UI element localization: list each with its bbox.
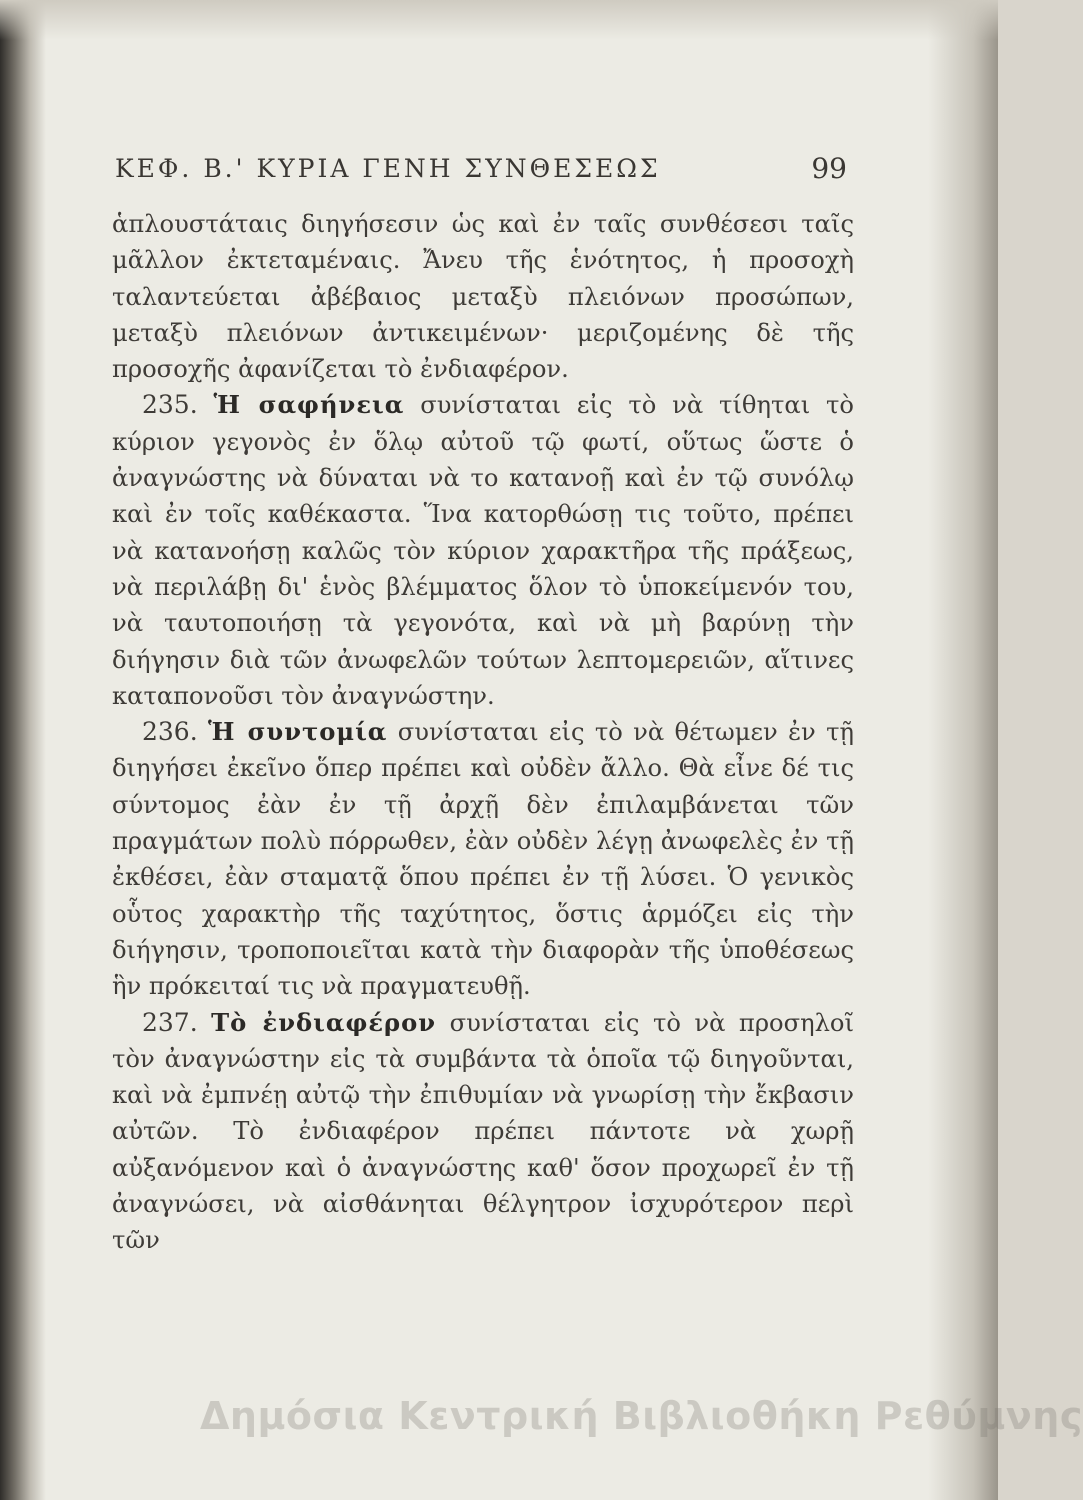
running-head: ΚΕΦ. Β.' ΚΥΡΙΑ ΓΕΝΗ ΣΥΝΘΕΣΕΩΣ	[115, 154, 661, 183]
paragraph-intro	[112, 206, 854, 387]
paragraph-section-237	[112, 1005, 854, 1259]
paragraph-text: ἁπλουστάταις διηγήσεσιν ὡς καὶ ἐν ταῖς συνθέσεσι ταῖς μᾶλλον ἐκτεταμέναις. Ἄνευ τῆς ἑνότητος, ἡ προσοχὴ ταλαντεύεται ἀβέβαιος μεταξὺ πλειόνων προσώπων, μεταξὺ πλειόνων ἀντικειμένων· μεριζομένης δὲ τῆς προσοχῆς ἀφανίζεται τὸ ἐνδιαφέρον.	[112, 210, 854, 384]
library-watermark: Δημόσια Κεντρική Βιβλιοθήκη Ρεθύμνης	[200, 1394, 1083, 1438]
paragraph-section-235	[112, 387, 854, 714]
section-number: 235.	[142, 390, 198, 420]
section-term: Ἡ συντομία	[208, 717, 388, 747]
body-text	[112, 206, 854, 1259]
paragraph-text: συνίσταται εἰς τὸ νὰ τίθηται τὸ κύριον γεγονὸς ἐν ὅλῳ αὐτοῦ τῷ φωτί, οὕτως ὥστε ὁ ἀναγνώστης νὰ δύναται νὰ το κατανοῇ καὶ ἐν τῷ συνόλῳ καὶ ἐν τοῖς καθέκαστα. Ἵνα κατορθώσῃ τις τοῦτο, πρέπει νὰ κατανοήσῃ καλῶς τὸν κύριον χαρακτῆρα τῆς πράξεως, νὰ περιλάβῃ δι' ἑνὸς βλέμματος ὅλον τὸ ὑποκείμενόν του, νὰ ταυτοποιήσῃ τὰ γεγονότα, καὶ νὰ μὴ βαρύνῃ τὴν διήγησιν διὰ τῶν ἀνωφελῶν τούτων λεπτομερειῶν, αἵτινες καταπονοῦσι τὸν ἀναγνώστην.	[112, 391, 854, 710]
section-number: 236.	[142, 717, 198, 747]
book-binding-shadow	[0, 0, 46, 1500]
section-term: Ἡ σαφήνεια	[213, 390, 405, 420]
paragraph-text: συνίσταται εἰς τὸ νὰ προσηλοῖ τὸν ἀναγνώστην εἰς τὰ συμβάντα τὰ ὁποῖα τῷ διηγοῦνται, καὶ νὰ ἐμπνέῃ αὐτῷ τὴν ἐπιθυμίαν νὰ γνωρίσῃ τὴν ἔκβασιν αὐτῶν. Τὸ ἐνδιαφέρον πρέπει πάντοτε νὰ χωρῇ αὐξανόμενον καὶ ὁ ἀναγνώστης καθ' ὅσον προχωρεῖ ἐν τῇ ἀναγνώσει, νὰ αἰσθάνηται θέλγητρον ἰσχυρότερον περὶ τῶν	[112, 1008, 854, 1255]
paragraph-text: συνίσταται εἰς τὸ νὰ θέτωμεν ἐν τῇ διηγήσει ἐκεῖνο ὅπερ πρέπει καὶ οὐδὲν ἄλλο. Θὰ εἶνε δέ τις σύντομος ἐὰν ἐν τῇ ἀρχῇ δὲν ἐπιλαμβάνεται τῶν πραγμάτων πολὺ πόρρωθεν, ἐὰν οὐδὲν λέγῃ ἀνωφελὲς ἐν τῇ ἐκθέσει, ἐὰν σταματᾷ ὅπου πρέπει ἐν τῇ λύσει. Ὁ γενικὸς οὗτος χαρακτὴρ τῆς ταχύτητος, ὅστις ἁρμόζει εἰς τὴν διήγησιν, τροποποιεῖται κατὰ τὴν διαφορὰν τῆς ὑποθέσεως ἣν πρόκειταί τις νὰ πραγματευθῇ.	[112, 718, 854, 1001]
page-number: 99	[811, 152, 847, 185]
paragraph-section-236	[112, 714, 854, 1004]
section-number: 237.	[142, 1007, 198, 1037]
top-edge-shadow	[0, 0, 998, 40]
page-header	[115, 148, 855, 192]
section-term: Τὸ ἐνδιαφέρον	[211, 1007, 437, 1037]
page-edge-shadow	[928, 0, 998, 1500]
